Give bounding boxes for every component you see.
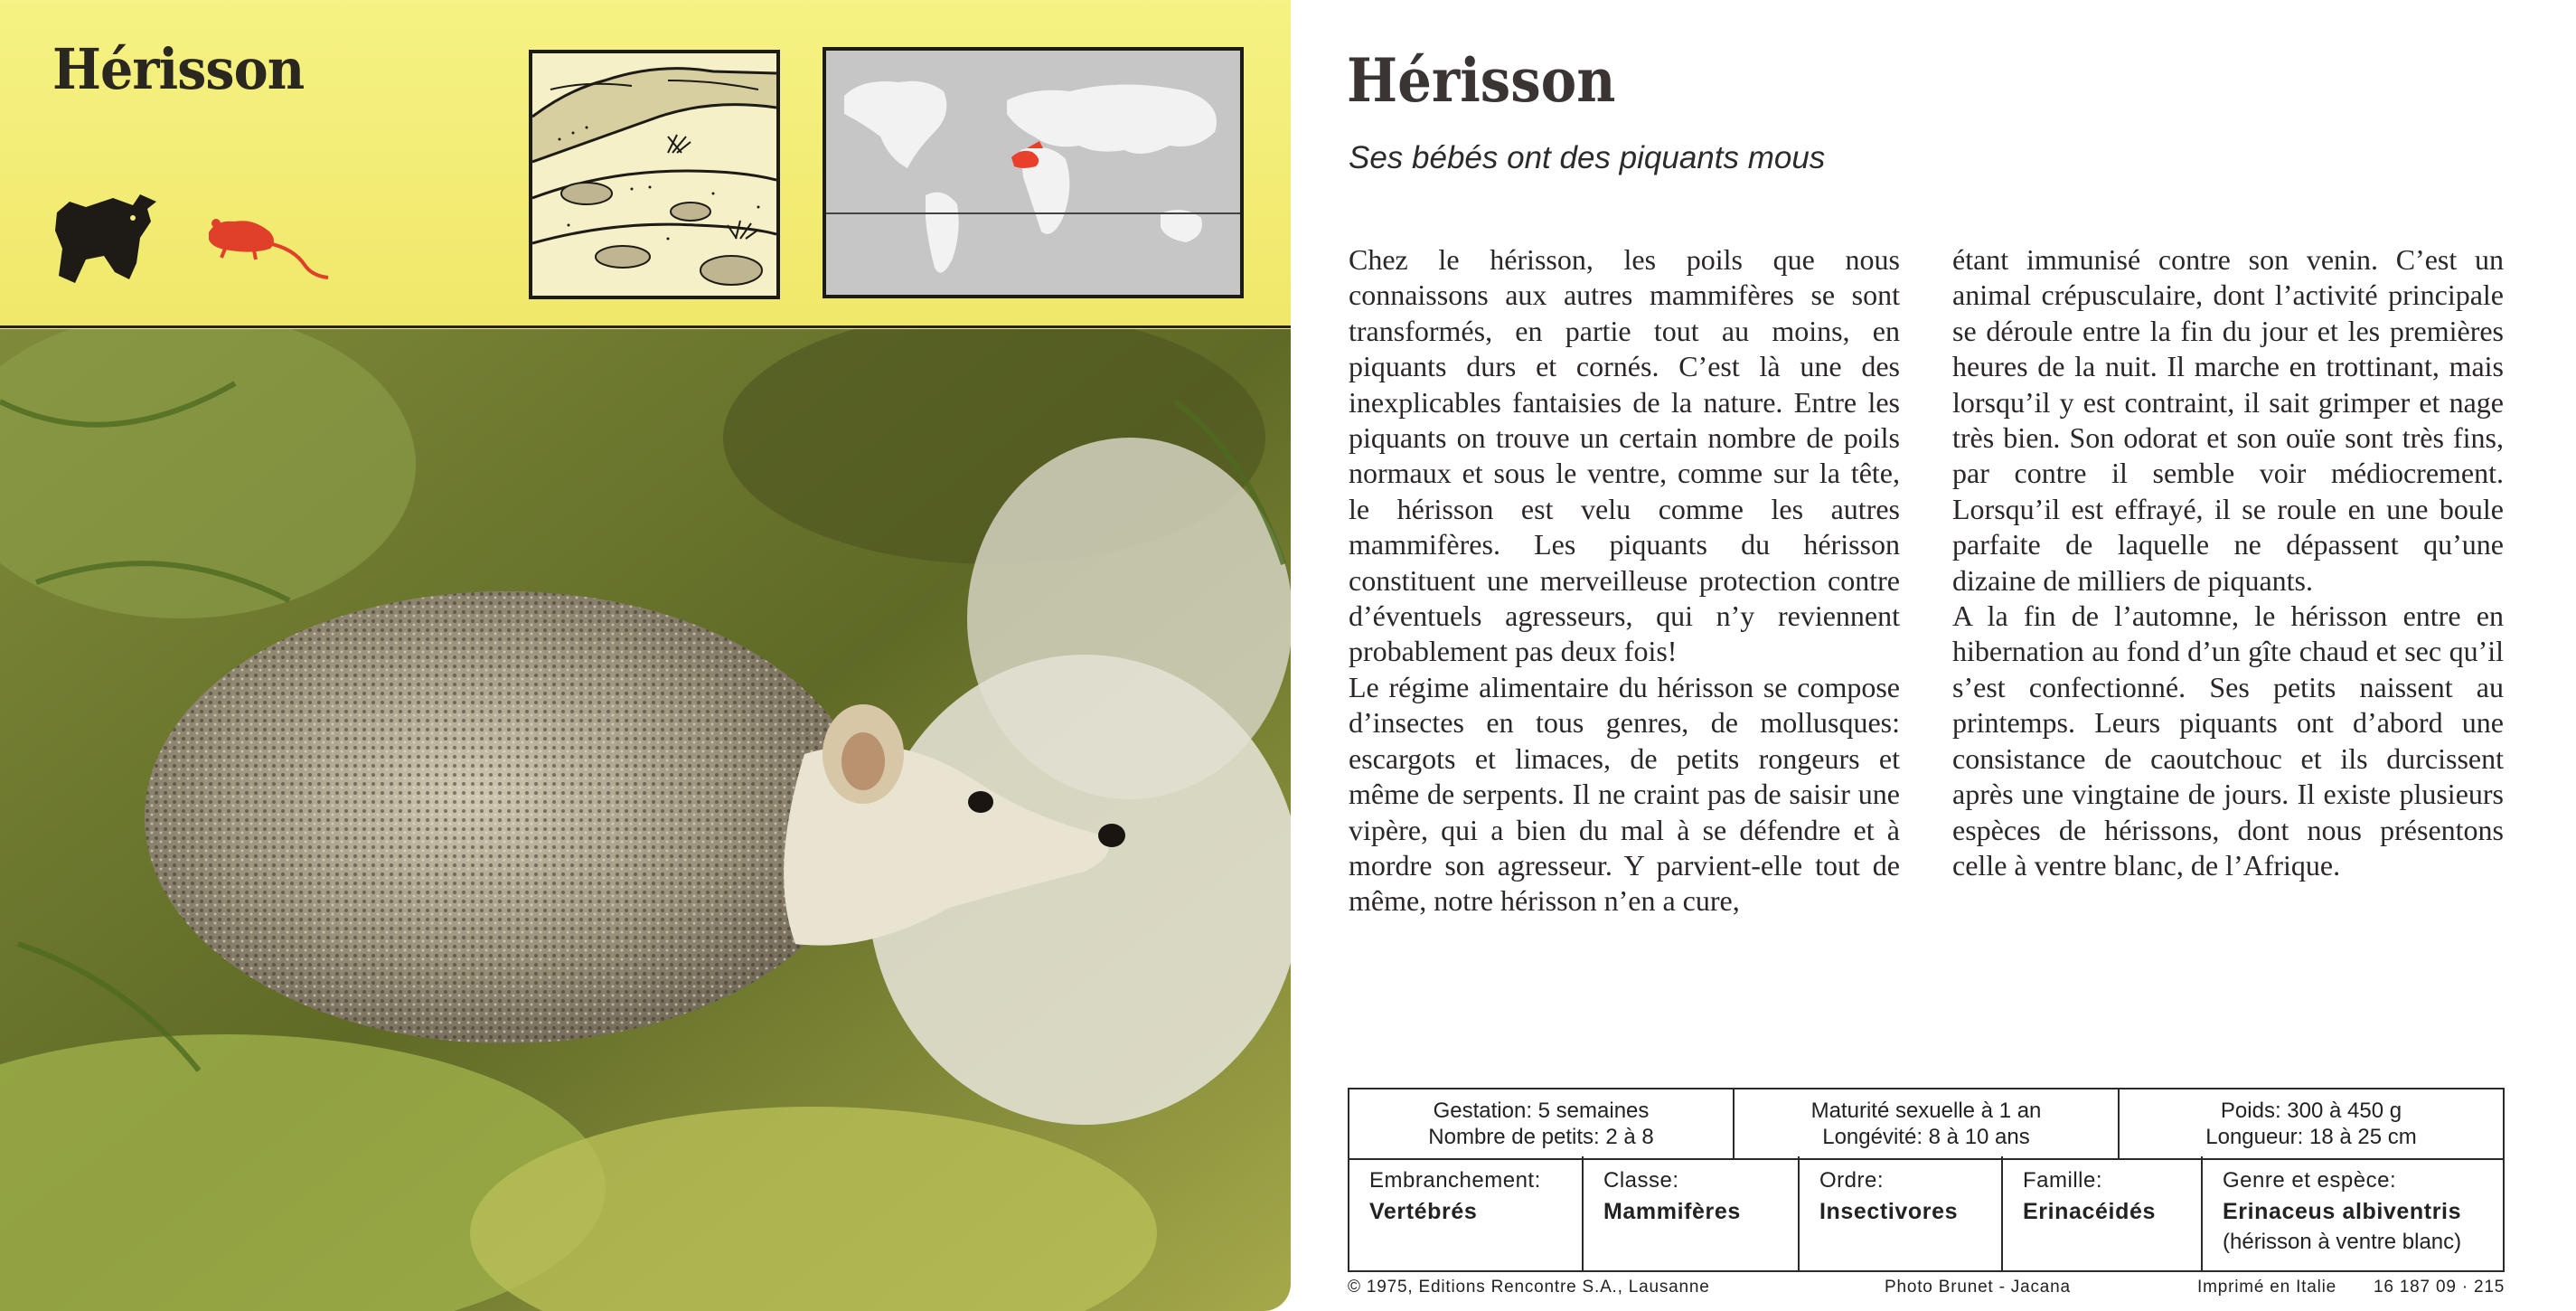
class-value: Mammifères (1603, 1199, 1741, 1224)
family-cell (2003, 1156, 2203, 1270)
copyright-text: © 1975, Editions Rencontre S.A., Lausanne (1348, 1278, 1710, 1297)
bull-icon (50, 185, 167, 289)
order-label: Ordre: (1819, 1168, 1885, 1193)
article-subtitle: Ses bébés ont des piquants mous (1349, 140, 1826, 175)
gestation-text: Gestation: 5 semaines (1433, 1099, 1650, 1123)
size-cell (2120, 1089, 2503, 1158)
paragraph: A la fin de l’automne, le hérisson entre en hibernation au fond d’un gîte chaud et sec qu’il s’est confectionné. Ses petits naissent au printemps. Leurs piquants ont d’abord une consistance de caoutchouc et ils durcissent après une vingtaine de jours. Il existe plusieurs espèces de hérissons, dont nous présentons celle à ventre blanc, de l’Afrique. (1952, 599, 2504, 882)
phylum-cell (1349, 1156, 1584, 1270)
habitat-illustration (529, 50, 780, 299)
class-label: Classe: (1603, 1168, 1679, 1193)
hedgehog-image (0, 329, 1291, 1311)
article-title: Hérisson (1347, 45, 1616, 116)
paragraph: étant immunisé contre son venin. C’est un animal crépusculaire, dont l’activité principale se déroule entre la fin du jour et les premières heures de la nuit. Il marche en trottinant, mais lorsqu’il y est contraint, il sait grimper et nage très bien. Son odorat et son ouïe sont très fins, par contre il semble voir médiocrement. Lorsqu’il est effrayé, il se roule en une boule parfaite de laquelle ne dépassent qu’une dizaine de milliers de piquants. (1952, 243, 2504, 597)
longevity-text: Longévité: 8 à 10 ans (1822, 1125, 2030, 1149)
reproduction-cell (1349, 1089, 1735, 1158)
species-value: Erinaceus albiventris (2223, 1199, 2462, 1224)
order-cell (1800, 1156, 2003, 1270)
weight-text: Poids: 300 à 450 g (2220, 1099, 2402, 1123)
card-footer (1348, 1278, 2505, 1305)
lifespan-cell (1735, 1089, 2120, 1158)
maturity-text: Maturité sexuelle à 1 an (1810, 1099, 2042, 1123)
family-value: Erinacéidés (2023, 1199, 2156, 1224)
photo-credit: Photo Brunet - Jacana (1885, 1278, 2071, 1297)
world-map (823, 47, 1244, 298)
paragraph: Chez le hérisson, les poils que nous connaissons aux autres mammifères se sont transformés, en partie tout au moins, en piquants durs et cornés. C’est là une des inexplicables fantaisies de la nature. Entre les piquants on trouve un certain nombre de poils normaux et sous le ventre, comme sur la tête, le hérisson est velu comme les autres mammifères. Les piquants du hérisson constituent une merveilleuse protection contre d’éventuels agresseurs, qui n’y reviennent probablement pas deux fois! (1349, 243, 1900, 668)
family-label: Famille: (2023, 1168, 2103, 1193)
class-cell (1584, 1156, 1800, 1270)
hedgehog-photo (0, 329, 1291, 1311)
species-label: Genre et espèce: (2223, 1168, 2397, 1193)
litter-size-text: Nombre de petits: 2 à 8 (1428, 1125, 1654, 1149)
dunes-icon (532, 53, 776, 296)
paragraph: Le régime alimentaire du hérisson se compose d’insectes en tous genres, de mollusques: escargots et limaces, de petits rongeurs et même de serpents. Il ne craint pas de saisir une vipère, qui a bien du mal à se défendre et à mordre son agresseur. Y parvient-elle tout de même, notre hérisson n’en a cure, (1349, 670, 1900, 918)
card-header (0, 0, 1291, 328)
print-origin: Imprimé en Italie (2197, 1278, 2337, 1297)
world-map-icon (826, 51, 1240, 295)
phylum-label: Embranchement: (1369, 1168, 1541, 1193)
phylum-value: Vertébrés (1369, 1199, 1478, 1224)
facts-table-top (1348, 1088, 2505, 1160)
text-column-right (1952, 242, 2504, 883)
text-column-left (1349, 242, 1900, 920)
card-title: Hérisson (52, 36, 305, 102)
order-value: Insectivores (1819, 1199, 1959, 1224)
species-common-name: (hérisson à ventre blanc) (2223, 1230, 2462, 1254)
classification-table (1348, 1156, 2505, 1272)
species-cell (2203, 1156, 2499, 1270)
rodent-icon (203, 212, 330, 285)
card-code: 16 187 09 · 215 (2374, 1278, 2505, 1297)
back-card (1320, 0, 2576, 1311)
length-text: Longueur: 18 à 25 cm (2205, 1125, 2417, 1149)
